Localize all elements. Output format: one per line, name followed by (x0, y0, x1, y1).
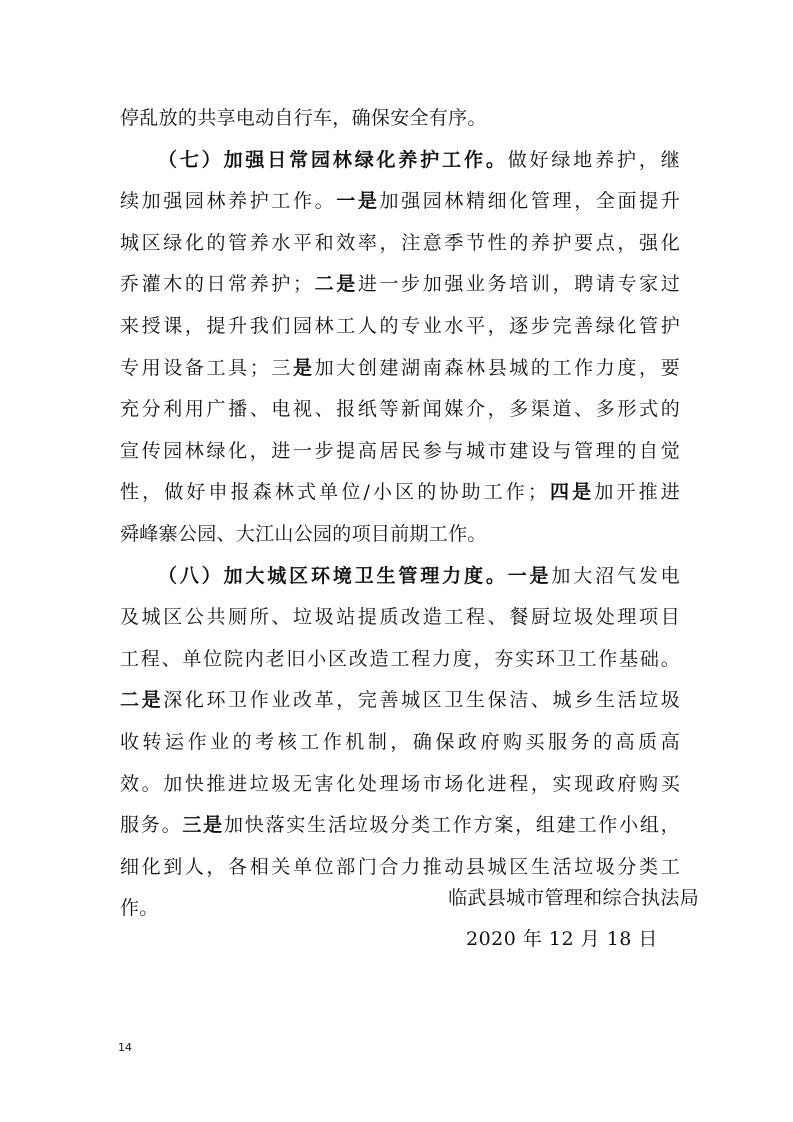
bold-text-run: （七）加强日常园林绿化养护工作。 (158, 148, 508, 171)
text-line (120, 556, 680, 598)
text-line (120, 597, 680, 639)
text-run: 收转运作业的考核工作机制，确保政府购买服务的高质高 (120, 730, 680, 753)
text-line (120, 98, 680, 140)
bold-text-run: 是 (293, 356, 315, 379)
text-line (120, 639, 680, 681)
text-line (120, 722, 680, 764)
bold-text-run: 一是 (336, 190, 380, 213)
bold-text-run: 二是 (120, 689, 164, 712)
text-run: 加强园林精细化管理，全面提升 (379, 190, 680, 213)
text-line (120, 306, 680, 348)
text-run: 作。 (120, 897, 159, 920)
text-run: 加大沼气发电 (551, 564, 680, 587)
page-number: 14 (118, 1041, 132, 1054)
text-line (120, 472, 680, 514)
text-line (120, 140, 680, 182)
text-run: 来授课，提升我们园林工人的专业水平，逐步完善绿化管护 (120, 314, 680, 337)
text-run: 续加强园林养护工作。 (120, 190, 337, 213)
body-text (120, 98, 680, 930)
text-run: 加大创建湖南森林县城的工作力度，要 (314, 356, 680, 379)
text-run: 乔灌木的日常养护； (120, 273, 313, 296)
text-run: 舜峰寨公园、大江山公园的项目前期工作。 (120, 522, 487, 545)
text-line (120, 764, 680, 806)
text-run: 充分利用广播、电视、报纸等新闻媒介，多渠道、多形式的 (120, 398, 680, 421)
text-line (120, 805, 680, 847)
text-line (120, 431, 680, 473)
signature-date: 2020 年 12 月 18 日 (466, 928, 658, 950)
text-run: 服务。 (120, 814, 183, 837)
text-line (120, 181, 680, 223)
text-run: 工程、单位院内老旧小区改造工程力度，夯实环卫工作基础。 (120, 647, 680, 670)
text-line (120, 223, 680, 265)
text-run: 效。加快推进垃圾无害化处理场市场化进程，实现政府购买 (120, 772, 680, 795)
text-line (120, 514, 680, 556)
text-line (120, 389, 680, 431)
bold-text-run: （八）加大城区环境卫生管理力度。 (158, 564, 508, 587)
text-run: 及城区公共厕所、垃圾站提质改造工程、餐厨垃圾处理项目 (120, 606, 680, 629)
text-run: 专用设备工具；三 (120, 356, 294, 379)
text-run: 进一步加强业务培训，聘请专家过 (357, 273, 680, 296)
text-run: 宣传园林绿化，进一步提高居民参与城市建设与管理的自觉 (120, 439, 680, 462)
signature-org: 临武县城市管理和综合执法局 (448, 887, 699, 909)
bold-text-run: 一是 (507, 564, 552, 587)
bold-text-run: 三是 (182, 814, 224, 837)
bold-text-run: 二是 (312, 273, 358, 296)
text-run: 加开推进 (594, 481, 681, 504)
text-line (120, 264, 680, 306)
bold-text-run: 四是 (547, 481, 595, 504)
text-run: 性，做好申报森林式单位/小区的协助工作； (120, 481, 548, 504)
text-run: 停乱放的共享电动自行车，确保安全有序。 (120, 107, 487, 129)
text-line (120, 348, 680, 390)
text-run: 做好绿地养护，继 (507, 148, 680, 171)
text-run: 城区绿化的管养水平和效率，注意季节性的养护要点，强化 (120, 231, 680, 254)
text-run: 细化到人，各相关单位部门合力推动县城区生活垃圾分类工 (120, 855, 680, 878)
text-run: 加快落实生活垃圾分类工作方案，组建工作小组， (223, 814, 680, 837)
text-run: 深化环卫作业改革，完善城区卫生保洁、城乡生活垃圾 (163, 689, 680, 712)
text-line (120, 680, 680, 722)
